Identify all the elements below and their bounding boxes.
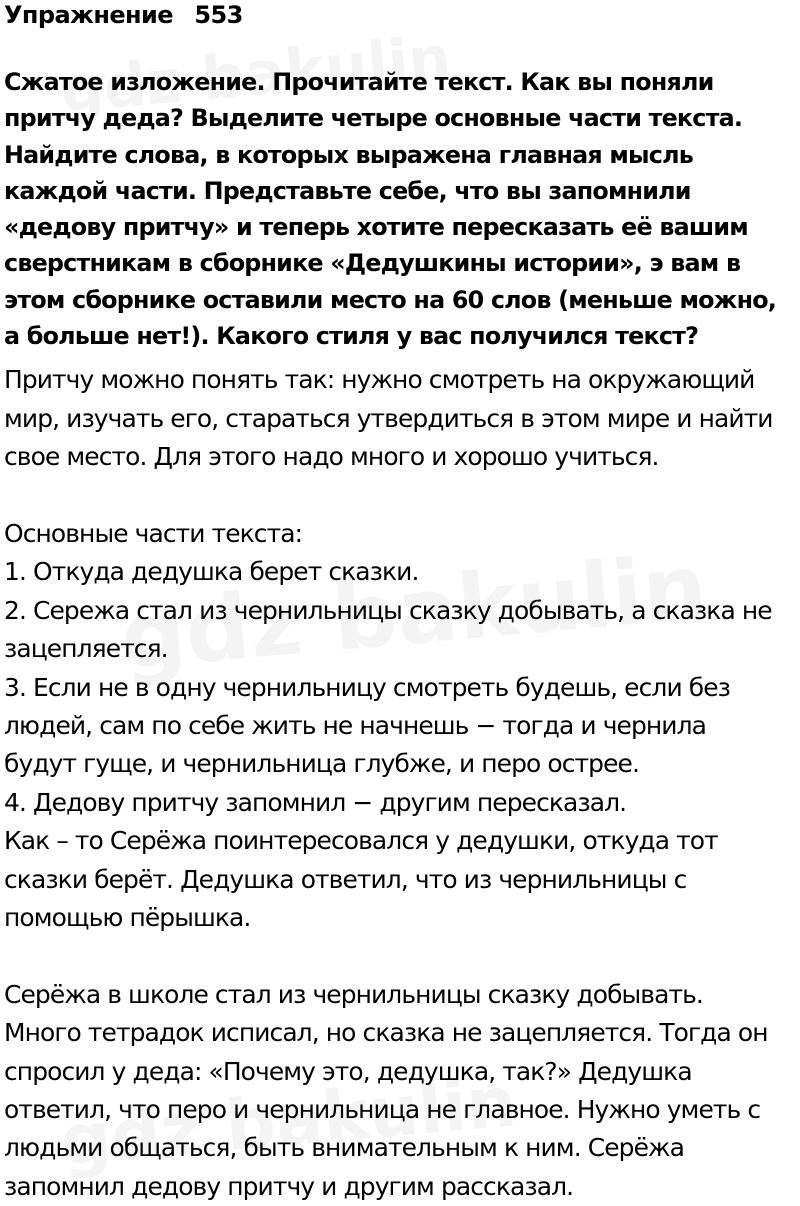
exercise-title: Упражнение 553 xyxy=(4,1,243,29)
retelling-line: людьми общаться, быть внимательным к ним. Серёжа xyxy=(4,1133,684,1163)
retelling-line: запомнил дедову притчу и другим рассказал. xyxy=(4,1171,574,1201)
paragraph-gap xyxy=(4,937,800,975)
paragraph-gap xyxy=(4,477,800,515)
task-line: Найдите слова, в которых выражена главная мысль xyxy=(4,140,694,169)
part-line: сказки берёт. Дедушка ответил, что из чернильницы с xyxy=(4,864,687,894)
part-line: Как – то Серёжа поинтересовался у дедушки, откуда тот xyxy=(4,826,718,856)
parts-heading: Основные части текста: xyxy=(4,518,303,548)
meaning-line: свое место. Для этого надо много и хорошо учиться. xyxy=(4,442,659,472)
part-line: помощью пёрышка. xyxy=(4,903,251,933)
part-line: 1. Откуда дедушка берет сказки. xyxy=(4,557,419,587)
meaning-line: Притчу можно понять так: нужно смотреть на окружающий xyxy=(4,365,755,395)
task-line: сверстникам в сборнике «Дедушкины истории», э вам в xyxy=(4,249,741,278)
retelling-line: ответил, что перо и чернильница не главное. Нужно уметь с xyxy=(4,1095,761,1125)
part-line: зацепляется. xyxy=(4,634,168,664)
task-line: каждой части. Представьте себе, что вы запомнили xyxy=(4,176,691,205)
retelling-line: Серёжа в школе стал из чернильницы сказку добывать. xyxy=(4,979,703,1009)
part-line: будут гуще, и чернильница глубже, и перо острее. xyxy=(4,749,639,779)
retelling-line: Много тетрадок исписал, но сказка не зацепляется. Тогда он xyxy=(4,1018,768,1048)
task-line: а больше нет!). Какого стиля у вас получился текст? xyxy=(4,322,699,351)
task-line: «дедову притчу» и теперь хотите пересказать её вашим xyxy=(4,213,748,242)
answer-text xyxy=(4,361,800,1206)
task-line: Сжатое изложение. Прочитайте текст. Как вы поняли xyxy=(4,68,714,96)
part-line: 3. Если не в одну чернильницу смотреть будешь, если без xyxy=(4,672,731,702)
task-text xyxy=(4,64,800,354)
retelling-line: спросил у деда: «Почему это, дедушка, так?» Дедушка xyxy=(4,1056,692,1086)
part-line: людей, сам по себе жить не начнешь − тогда и чернила xyxy=(4,711,706,741)
task-line: этом сборнике оставили место на 60 слов (меньше можно, xyxy=(4,285,777,314)
meaning-line: мир, изучать его, стараться утвердиться в этом мире и найти xyxy=(4,403,773,433)
task-line: притчу деда? Выделите четыре основные части текста. xyxy=(4,104,743,133)
part-line: 2. Сережа стал из чернильницы сказку добывать, а сказка не xyxy=(4,595,772,625)
part-line: 4. Дедову притчу запомнил − другим пересказал. xyxy=(4,787,627,817)
